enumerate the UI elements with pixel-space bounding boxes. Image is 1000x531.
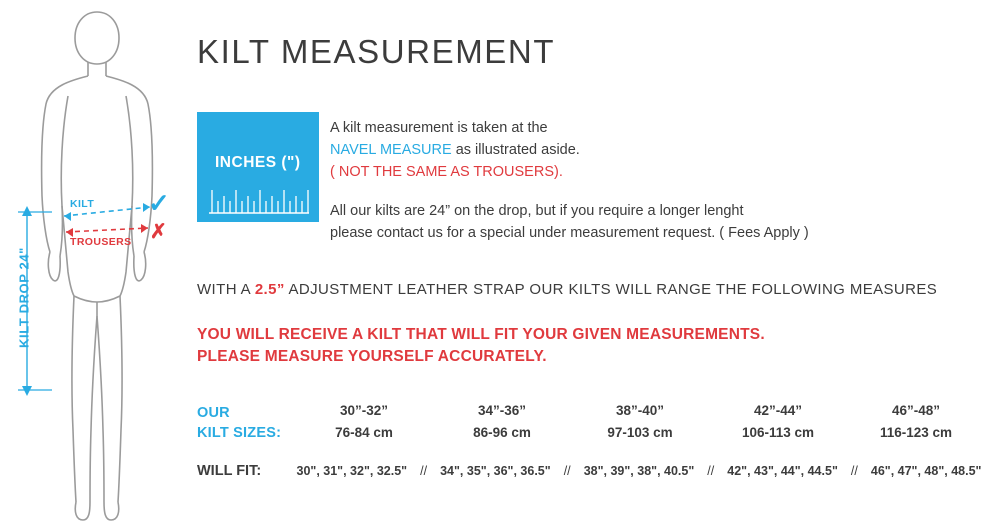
kilt-line-label: KILT [70,198,95,210]
warning-line-2: PLEASE MEASURE YOURSELF ACCURATELY. [197,348,547,365]
size-column [295,400,433,444]
will-fit-separator: // [563,464,571,478]
strapline-before: WITH A [197,281,255,298]
navel-measure-highlight: NAVEL MEASURE [330,142,452,158]
check-icon: ✓ [148,188,170,218]
kilt-size-columns [295,400,985,444]
will-fit-values-row [289,464,989,478]
will-fit-value: 30", 31", 32", 32.5" [296,464,408,478]
will-fit-value: 34", 35", 36", 36.5" [440,464,551,478]
inches-box-label: INCHES (") [215,154,301,171]
will-fit-value: 46", 47", 48", 48.5" [870,464,982,478]
will-fit-value: 42", 43", 44", 44.5" [727,464,838,478]
para2-line2: please contact us for a special under measurement request. ( Fees Apply ) [330,225,809,241]
will-fit-separator: // [420,464,428,478]
size-cm: 86-96 cm [473,425,531,440]
trousers-line-label: TROUSERS [70,236,132,248]
size-column [847,400,985,444]
will-fit-value: 38", 39", 38", 40.5" [583,464,695,478]
size-cm: 76-84 cm [335,425,393,440]
kilt-sizes-label-line2: KILT SIZES: [197,425,282,441]
size-column [433,400,571,444]
size-column [709,400,847,444]
strapline-highlight: 2.5” [254,281,285,298]
will-fit-label: WILL FIT: [197,463,262,479]
para1-part1: A kilt measurement is taken at the [330,120,548,136]
will-fit-separator: // [850,464,858,478]
ruler-icon [209,184,309,214]
para2-line1: All our kilts are 24” on the drop, but if you require a longer lenght [330,203,744,219]
size-column [571,400,709,444]
cross-icon: ✗ [150,221,167,243]
page-title: KILT MEASUREMENT [197,33,556,70]
kilt-sizes-label-line1: OUR [197,405,230,421]
strapline-after: ADJUSTMENT LEATHER STRAP OUR KILTS WILL RANGE THE FOLLOWING MEASURES [284,281,938,298]
drop-length-paragraph [330,200,930,244]
kilt-drop-label: KILT DROP 24" [16,247,32,348]
measurement-warning [197,324,765,368]
figure-panel [0,0,190,531]
strap-adjustment-line [197,281,937,298]
warning-line-1: YOU WILL RECEIVE A KILT THAT WILL FIT YOUR GIVEN MEASUREMENTS. [197,326,765,343]
size-cm: 97-103 cm [607,425,673,440]
inches-ruler-box [197,112,319,222]
size-inches: 30”-32” [339,403,389,418]
will-fit-separator: // [707,464,715,478]
size-inches: 46”-48” [891,403,941,418]
size-cm: 116-123 cm [879,425,953,440]
size-inches: 34”-36” [477,403,527,418]
size-cm: 106-113 cm [741,425,815,440]
size-inches: 38”-40” [615,403,665,418]
not-trousers-note: ( NOT THE SAME AS TROUSERS). [330,164,563,180]
size-inches: 42”-44” [753,403,803,418]
para1-part2: as illustrated aside. [451,142,580,158]
navel-measure-paragraph [330,117,950,183]
kilt-sizes-row-label [197,403,281,443]
